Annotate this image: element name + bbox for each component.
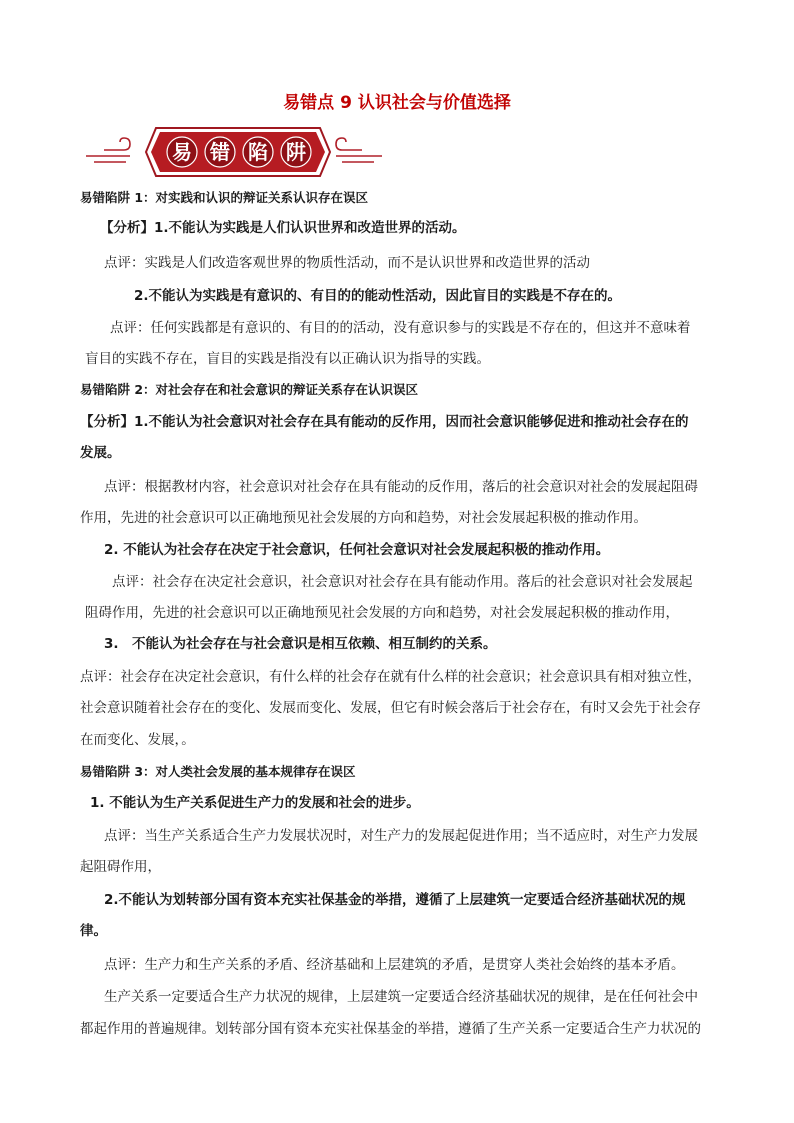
body-text-line: 在而变化、发展，。 — [80, 732, 195, 748]
section-heading: 易错陷阱 3：对人类社会发展的基本规律存在误区 — [80, 764, 356, 779]
section-heading: 易错陷阱 2：对社会存在和社会意识的辩证关系存在认识误区 — [80, 382, 419, 397]
body-text-line: 点评：社会存在决定社会意识，有什么样的社会存在就有什么样的社会意识；社会意识具有相对独立性， — [80, 669, 701, 685]
banner-char: 错 — [210, 140, 230, 164]
body-text-line: 点评：根据教材内容，社会意识对社会存在具有能动的反作用，落后的社会意识对社会的发展起阻碍 — [104, 479, 698, 495]
body-text-line: 【分析】1.不能认为社会意识对社会存在具有能动的反作用，因而社会意识能够促进和推动社会存在的 — [80, 414, 689, 430]
body-text-line: 2. 不能认为社会存在决定于社会意识，任何社会意识对社会发展起积极的推动作用。 — [104, 542, 610, 558]
body-text-line: 3. 不能认为社会存在与社会意识是相互依赖、相互制约的关系。 — [104, 636, 497, 652]
right-ornament-icon — [336, 138, 382, 162]
body-text-line: 点评：任何实践都是有意识的、有目的的活动，没有意识参与的实践是不存在的，但这并不意味着 — [110, 320, 691, 336]
section-heading: 易错陷阱 1：对实践和认识的辩证关系认识存在误区 — [80, 190, 369, 205]
banner-char: 陷 — [248, 140, 268, 164]
section-banner — [84, 122, 384, 182]
body-text-line: 盲目的实践不存在，盲目的实践是指没有以正确认识为指导的实践。 — [85, 351, 490, 367]
body-text-line: 发展。 — [80, 445, 121, 461]
banner-char: 阱 — [286, 140, 306, 164]
body-text-line: 【分析】1.不能认为实践是人们认识世界和改造世界的活动。 — [100, 220, 466, 236]
body-text-line: 社会意识随着社会存在的变化、发展而变化、发展，但它有时候会落后于社会存在，有时又会先于社会存 — [80, 700, 701, 716]
body-text-line: 点评：实践是人们改造客观世界的物质性活动，而不是认识世界和改造世界的活动 — [104, 255, 590, 271]
banner-char: 易 — [172, 140, 192, 164]
body-text-line: 1. 不能认为生产关系促进生产力的发展和社会的进步。 — [90, 795, 420, 811]
body-text-line: 都起作用的普遍规律。划转部分国有资本充实社保基金的举措，遵循了生产关系一定要适合生产力状况的 — [80, 1021, 701, 1037]
left-ornament-icon — [86, 138, 130, 162]
page-title: 易错点 9 认识社会与价值选择 — [283, 93, 511, 113]
body-text-line: 作用，先进的社会意识可以正确地预见社会发展的方向和趋势，对社会发展起积极的推动作用。 — [80, 510, 647, 526]
body-text-line: 2.不能认为实践是有意识的、有目的的能动性活动，因此盲目的实践是不存在的。 — [134, 288, 622, 304]
body-text-line: 2.不能认为划转部分国有资本充实社保基金的举措，遵循了上层建筑一定要适合经济基础状况的规 — [104, 892, 686, 908]
body-text-line: 点评：社会存在决定社会意识，社会意识对社会存在具有能动作用。落后的社会意识对社会发展起 — [112, 574, 693, 590]
body-text-line: 生产关系一定要适合生产力状况的规律，上层建筑一定要适合经济基础状况的规律，是在任何社会中 — [104, 989, 698, 1005]
body-text-line: 阻碍作用，先进的社会意识可以正确地预见社会发展的方向和趋势，对社会发展起积极的推动作用， — [85, 605, 679, 621]
body-text-line: 律。 — [80, 923, 107, 939]
body-text-line: 起阻碍作用， — [80, 859, 161, 875]
body-text-line: 点评：当生产关系适合生产力发展状况时，对生产力的发展起促进作用；当不适应时，对生产力发展 — [104, 828, 698, 844]
body-text-line: 点评：生产力和生产关系的矛盾、经济基础和上层建筑的矛盾，是贯穿人类社会始终的基本矛盾。 — [104, 957, 685, 973]
